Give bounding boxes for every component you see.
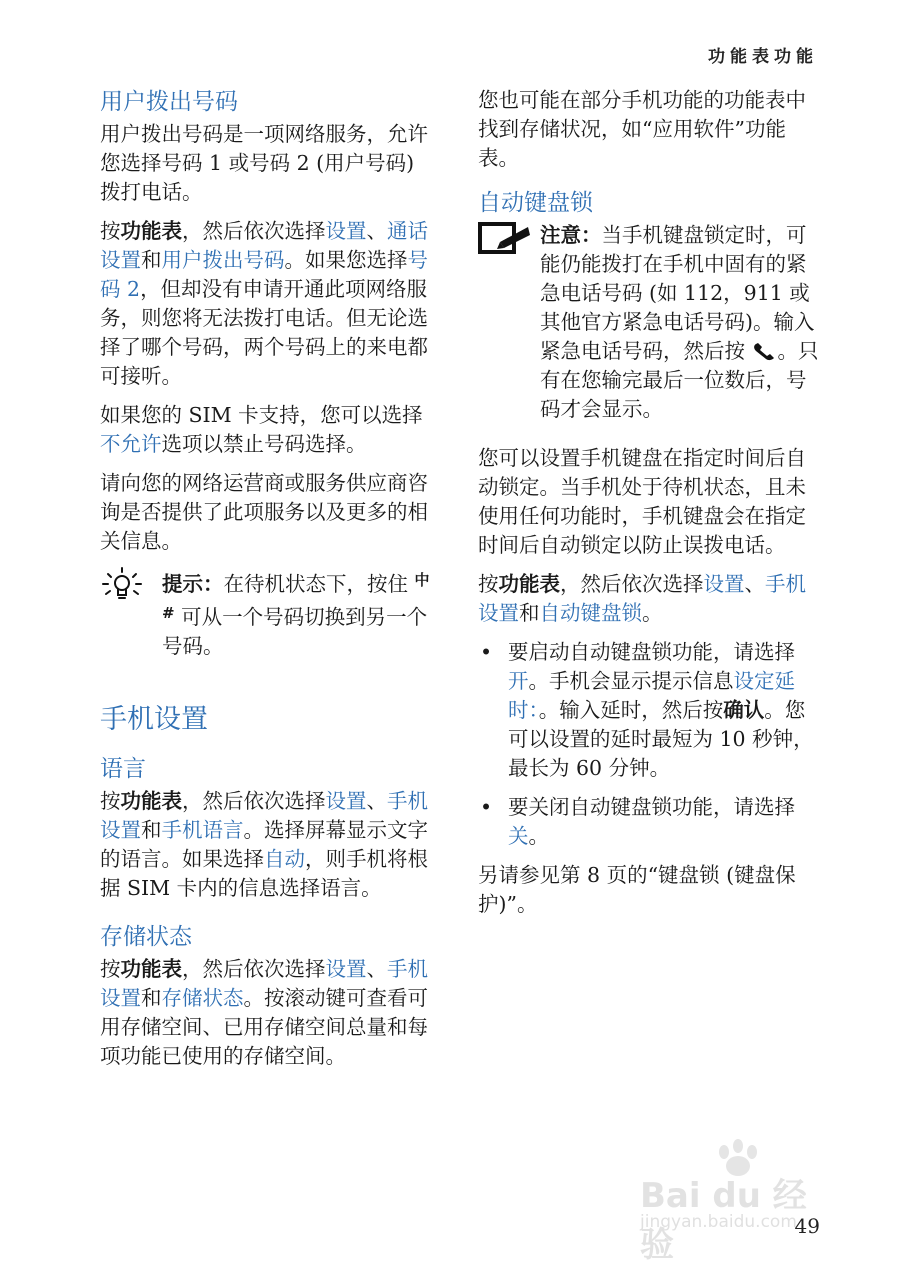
menu-keyword: 功能表 — [498, 572, 560, 596]
hash-key-glyph: 中# — [162, 571, 430, 622]
paragraph: 请向您的网络运营商或服务供应商咨询是否提供了此项服务以及更多的相关信息。 — [100, 471, 428, 553]
bullet-list — [478, 638, 823, 851]
paragraph: 按功能表，然后依次选择设置、手机设置和自动键盘锁。 — [478, 572, 806, 625]
menu-path-link: 设定延时： — [508, 669, 795, 722]
lightbulb-icon — [100, 566, 162, 671]
chapter-heading-phone-settings: 手机设置 — [100, 704, 208, 735]
bullet-dot: • — [480, 640, 493, 664]
menu-path-link: 用户拨出号码 — [161, 248, 285, 272]
paragraph: 您可以设置手机键盘在指定时间后自动锁定。当手机处于待机状态，且未使用任何功能时，手机键盘会在指定时间后自动锁定以防止误拨电话。 — [478, 446, 806, 557]
menu-path-link: 设置 — [325, 219, 367, 243]
menu-keyword: 功能表 — [120, 219, 182, 243]
menu-path-link: 手机设置 — [100, 789, 428, 842]
running-header: 功能表功能 — [708, 47, 818, 67]
page-number: 49 — [794, 1214, 820, 1238]
menu-path-link: 号码 2 — [100, 248, 428, 301]
bullet-dot: • — [480, 795, 493, 819]
menu-path-link: 手机设置 — [100, 957, 428, 1010]
tip-block — [100, 566, 440, 671]
note-label: 注意： — [540, 223, 602, 247]
menu-path-link: 开 — [508, 669, 529, 693]
section-heading-memory-status: 存储状态 — [100, 924, 192, 950]
paragraph: 用户拨出号码是一项网络服务，允许您选择号码 1 或号码 2 (用户号码) 拨打电话。 — [100, 122, 428, 204]
menu-keyword: 功能表 — [120, 957, 182, 981]
paragraph: 您也可能在部分手机功能的功能表中找到存储状况，如“应用软件”功能表。 — [478, 88, 806, 170]
paragraph: 按功能表，然后依次选择设置、手机设置和手机语言。选择屏幕显示文字的语言。如果选择自动，则手机将根据 SIM 卡内的信息选择语言。 — [100, 789, 428, 900]
note-block — [478, 221, 823, 434]
list-item: • 要关闭自动键盘锁功能，请选择关。 — [480, 795, 795, 848]
paragraph: 按功能表，然后依次选择设置、通话设置和用户拨出号码。如果您选择号码 2，但却没有申请开通此项网络服务，则您将无法拨打电话。但无论选择了哪个号码，两个号码上的来电都可接听。 — [100, 219, 428, 388]
section-heading-auto-keylock: 自动键盘锁 — [478, 190, 593, 216]
paragraph: 另请参见第 8 页的“键盘锁 (键盘保护)”。 — [478, 863, 796, 916]
menu-path-link: 自动键盘锁 — [539, 601, 642, 625]
menu-path-link: 通话设置 — [100, 219, 428, 272]
menu-path-link: 设置 — [325, 789, 367, 813]
menu-keyword: 确认 — [723, 698, 765, 722]
phone-call-icon — [752, 339, 778, 363]
menu-path-link: 手机设置 — [478, 572, 806, 625]
section-heading-language: 语言 — [100, 756, 146, 782]
menu-path-link: 设置 — [703, 572, 745, 596]
menu-path-link: 关 — [508, 824, 529, 848]
left-column — [100, 86, 440, 1081]
menu-path-link: 自动 — [264, 847, 305, 871]
note-icon — [478, 221, 540, 434]
section-heading-dial-number: 用户拨出号码 — [100, 89, 238, 115]
tip-label: 提示： — [162, 572, 224, 596]
paragraph: 如果您的 SIM 卡支持，您可以选择不允许选项以禁止号码选择。 — [100, 403, 423, 456]
tip-text: 提示：在待机状态下，按住 $^{中\#}$ 可从一个号码切换到另一个号码。 — [162, 571, 430, 658]
menu-path-link: 不允许 — [100, 432, 162, 456]
menu-path-link: 手机语言 — [161, 818, 244, 842]
menu-path-link: 存储状态 — [161, 986, 244, 1010]
watermark-logo: Bai du 经验 — [640, 1176, 807, 1265]
menu-path-link: 设置 — [325, 957, 367, 981]
paragraph: 按功能表，然后依次选择设置、手机设置和存储状态。按滚动键可查看可用存储空间、已用存储空间总量和每项功能已使用的存储空间。 — [100, 957, 428, 1068]
right-column — [478, 86, 823, 929]
note-text: 注意：当手机键盘锁定时，可能仍能拨打在手机中固有的紧急电话号码 (如 112，911 或其他官方紧急电话号码)。输入紧急电话号码，然后按 。只有在您输完最后一位数后，号码才会显示。 — [540, 223, 819, 421]
menu-keyword: 功能表 — [120, 789, 182, 813]
watermark-url: jingyan.baidu.com — [640, 1212, 797, 1232]
list-item: • 要启动自动键盘锁功能，请选择开。手机会显示提示信息设定延时：。输入延时，然后按确认。您可以设置的延时最短为 10 秒钟，最长为 60 分钟。 — [480, 640, 814, 780]
